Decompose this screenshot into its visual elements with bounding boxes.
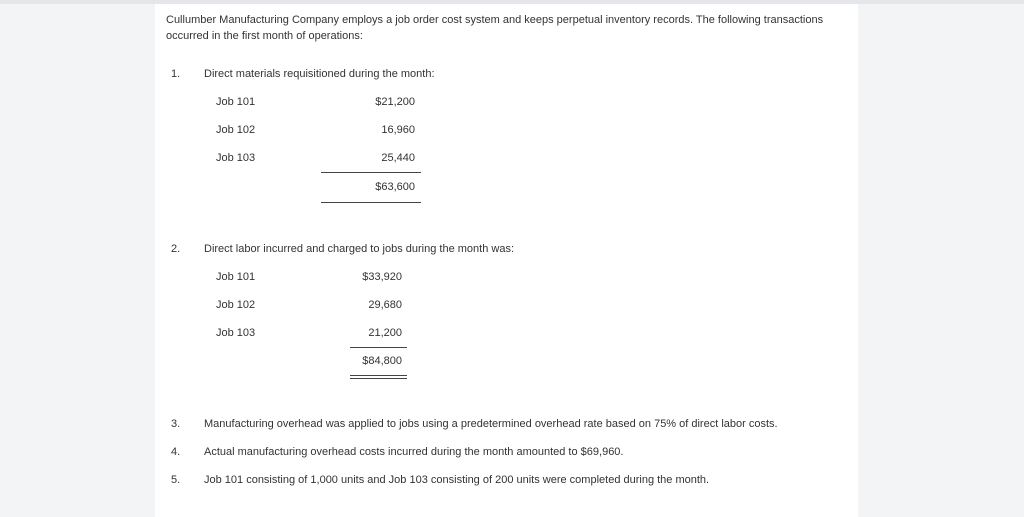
labor-total-top-rule [350, 347, 407, 348]
labor-total-double-rule-1 [350, 375, 407, 376]
materials-total-bottom-rule [321, 202, 421, 203]
labor-row-2-label: Job 102 [216, 299, 256, 311]
item-4-number: 4. [171, 446, 181, 458]
labor-total-double-rule-2 [350, 378, 407, 379]
item-3-number: 3. [171, 418, 181, 430]
materials-total: $63,600 [375, 181, 415, 193]
labor-row-1-label: Job 101 [216, 271, 256, 283]
materials-row-2-label: Job 102 [216, 124, 256, 136]
intro-paragraph: Cullumber Manufacturing Company employs a job order cost system and keeps perpetual inventory records. The following transactions occurred in the first month of operations: [166, 14, 824, 42]
labor-row-3-label: Job 103 [216, 327, 256, 339]
labor-total: $84,800 [362, 355, 402, 367]
item-5-number: 5. [171, 474, 181, 486]
item-1-number: 1. [171, 68, 181, 80]
labor-row-1-value: $33,920 [362, 271, 402, 283]
labor-row-2-value: 29,680 [368, 299, 402, 311]
materials-row-3-label: Job 103 [216, 152, 256, 164]
item-2-text: Direct labor incurred and charged to jobs during the month was: [204, 243, 515, 255]
item-1-text: Direct materials requisitioned during the month: [204, 68, 435, 80]
materials-row-1-value: $21,200 [375, 96, 415, 108]
item-2-number: 2. [171, 243, 181, 255]
materials-row-1-label: Job 101 [216, 96, 256, 108]
item-5-text: Job 101 consisting of 1,000 units and Job 103 consisting of 200 units were completed during the month. [204, 474, 710, 486]
item-4-text: Actual manufacturing overhead costs incurred during the month amounted to $69,960. [204, 446, 624, 458]
materials-row-3-value: 25,440 [381, 152, 415, 164]
materials-total-top-rule [321, 172, 421, 173]
materials-row-2-value: 16,960 [381, 124, 415, 136]
item-3-text: Manufacturing overhead was applied to jobs using a predetermined overhead rate based on 75% of direct labor costs. [204, 418, 778, 430]
labor-row-3-value: 21,200 [368, 327, 402, 339]
problem-document [155, 4, 858, 517]
